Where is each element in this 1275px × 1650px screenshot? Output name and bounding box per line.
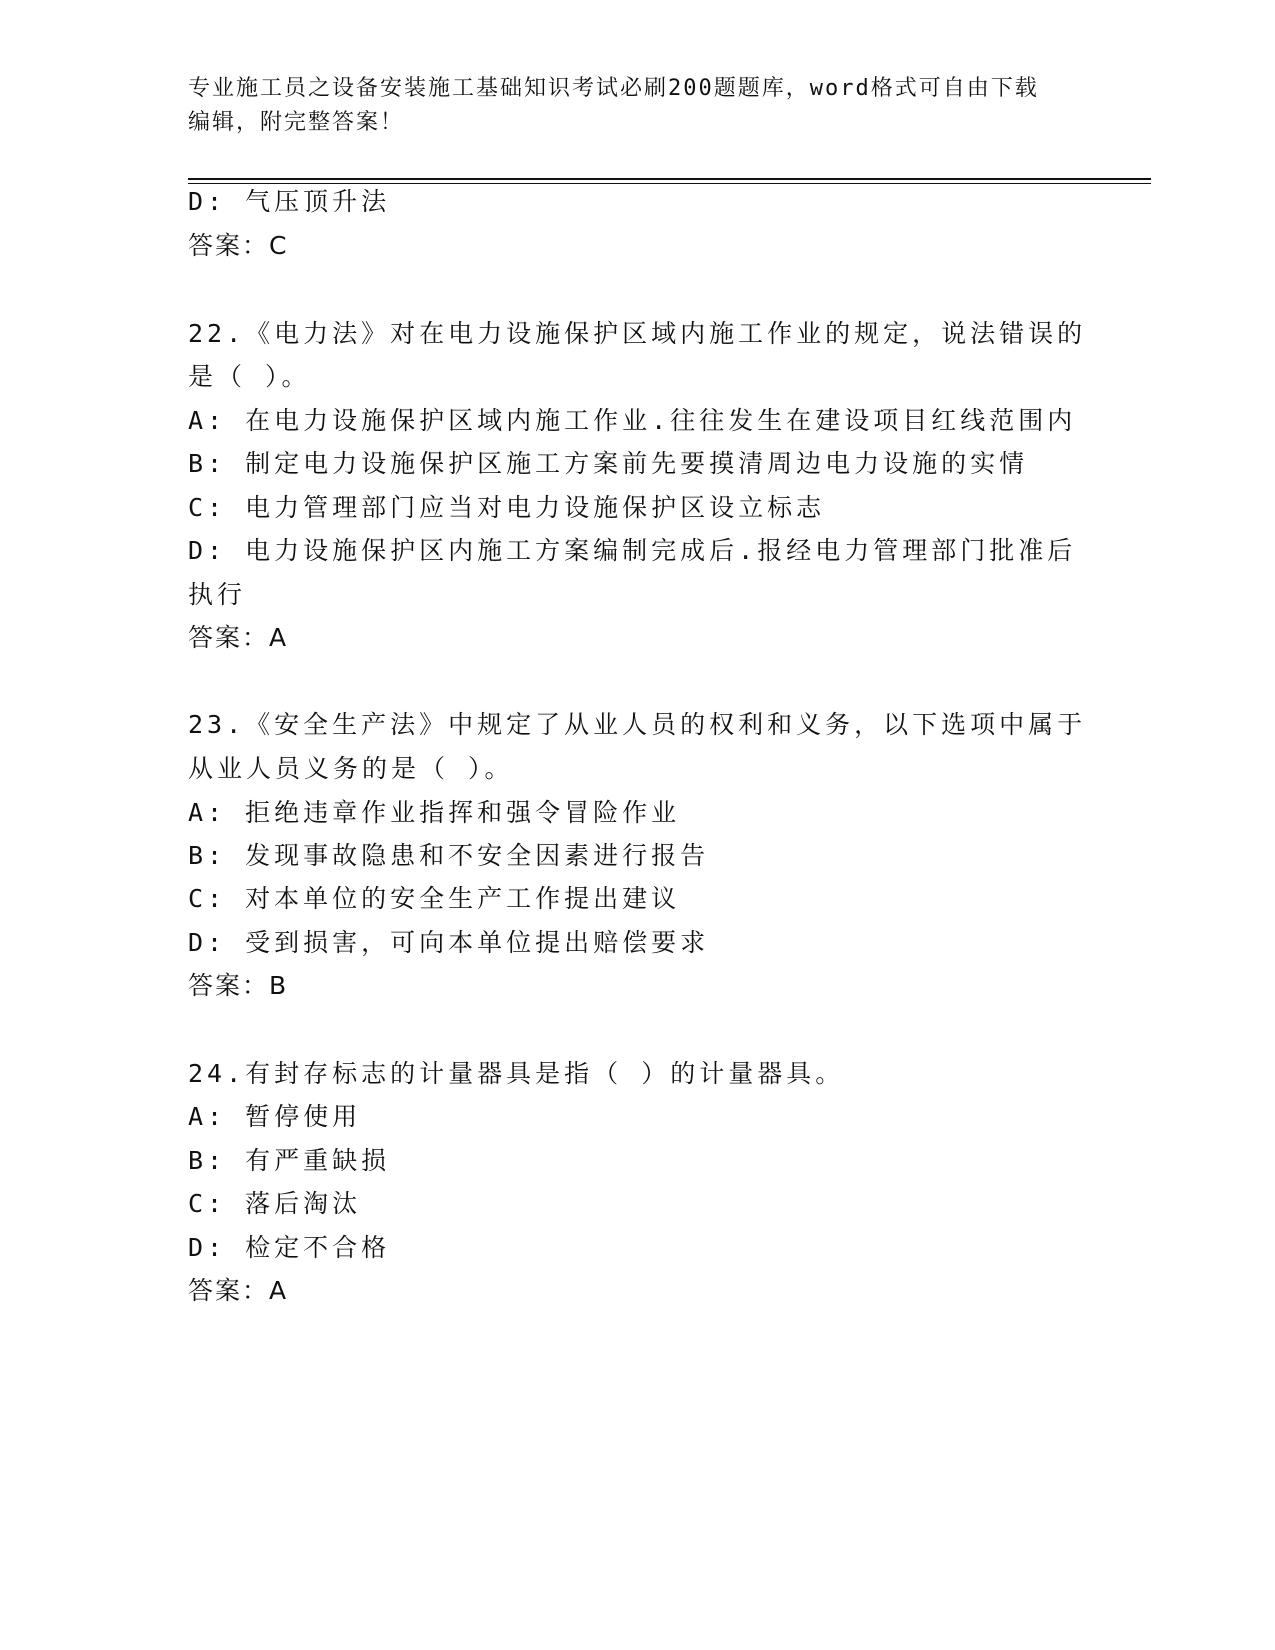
q22-option-a: A: 在电力设施保护区域内施工作业.往往发生在建设项目红线范围内 [188, 406, 1077, 435]
q24-stem: 24.有封存标志的计量器具是指（ ）的计量器具。 [188, 1059, 845, 1088]
q21-answer: 答案：C [188, 231, 289, 260]
q21-option-d: D: 气压顶升法 [188, 187, 391, 216]
document-header [188, 72, 1088, 140]
q22-option-d-line2: 执行 [188, 580, 247, 609]
q22-stem-line1: 22.《电力法》对在电力设施保护区域内施工作业的规定，说法错误的 [188, 319, 1087, 348]
q22-option-c: C: 电力管理部门应当对电力设施保护区设立标志 [188, 493, 826, 522]
q23-option-b: B: 发现事故隐患和不安全因素进行报告 [188, 841, 710, 870]
q23-answer: 答案：B [188, 971, 289, 1000]
q24-answer: 答案：A [188, 1276, 289, 1305]
q23-option-d: D: 受到损害，可向本单位提出赔偿要求 [188, 928, 710, 957]
header-title-line2: 编辑，附完整答案！ [188, 110, 405, 135]
q24-option-b: B: 有严重缺损 [188, 1146, 391, 1175]
q22-option-d-line1: D: 电力设施保护区内施工方案编制完成后.报经电力管理部门批准后 [188, 536, 1077, 565]
q23-option-a: A: 拒绝违章作业指挥和强令冒险作业 [188, 798, 681, 827]
q22-stem-line2: 是（ ）。 [188, 362, 311, 391]
q23-option-c: C: 对本单位的安全生产工作提出建议 [188, 884, 681, 913]
q23-stem-line2: 从业人员义务的是（ ）。 [188, 754, 514, 783]
q23-stem-line1: 23.《安全生产法》中规定了从业人员的权利和义务，以下选项中属于 [188, 710, 1087, 739]
header-rule-thick [188, 178, 1151, 180]
q24-option-a: A: 暂停使用 [188, 1102, 362, 1131]
header-rule-thin [188, 183, 1151, 184]
q22-option-b: B: 制定电力设施保护区施工方案前先要摸清周边电力设施的实情 [188, 449, 1029, 478]
q22-answer: 答案：A [188, 623, 289, 652]
header-title-line1: 专业施工员之设备安装施工基础知识考试必刷200题题库，word格式可自由下载 [188, 76, 1039, 101]
q24-option-d: D: 检定不合格 [188, 1233, 391, 1262]
q24-option-c: C: 落后淘汰 [188, 1189, 362, 1218]
